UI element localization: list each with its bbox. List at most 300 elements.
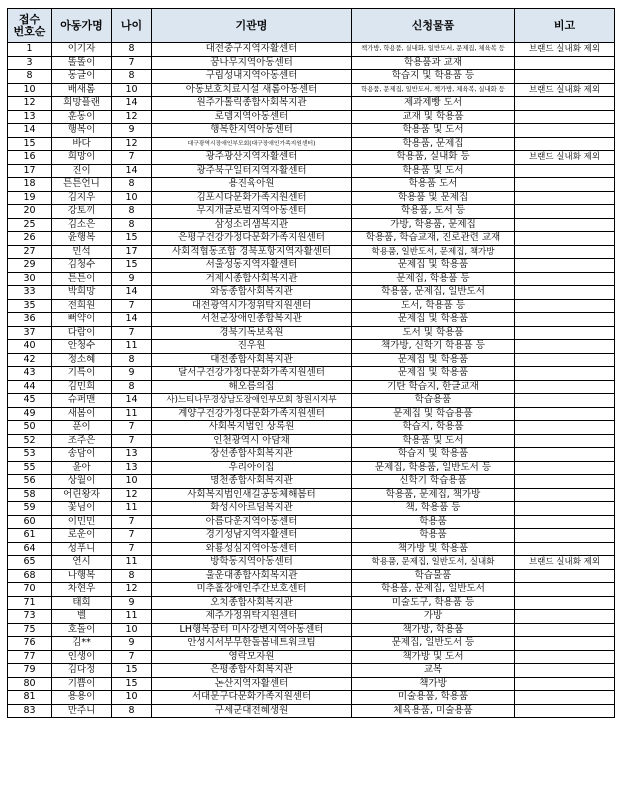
cell-age: 8 — [112, 353, 152, 367]
cell-age: 11 — [112, 610, 152, 624]
cell-age: 10 — [112, 623, 152, 637]
cell-remarks — [515, 623, 615, 637]
cell-receipt-no: 29 — [8, 259, 52, 273]
application-table — [7, 8, 615, 718]
cell-age: 7 — [112, 434, 152, 448]
table-row — [8, 340, 615, 354]
cell-institution: 대전종합사회복지관 — [152, 353, 352, 367]
cell-receipt-no: 52 — [8, 434, 52, 448]
cell-age: 10 — [112, 191, 152, 205]
cell-remarks — [515, 583, 615, 597]
cell-child-alias: 기쁨이 — [52, 677, 112, 691]
cell-remarks — [515, 232, 615, 246]
table-row — [8, 421, 615, 435]
cell-institution: LH행복꿈터 미사강변지역아동센터 — [152, 623, 352, 637]
cell-age: 9 — [112, 596, 152, 610]
cell-age: 8 — [112, 205, 152, 219]
cell-requested-items: 기탄 학습지, 한글교재 — [352, 380, 515, 394]
cell-remarks — [515, 704, 615, 718]
cell-receipt-no: 56 — [8, 475, 52, 489]
cell-child-alias: 이기자 — [52, 43, 112, 57]
cell-age: 8 — [112, 70, 152, 84]
cell-requested-items: 교재 및 학용품 — [352, 110, 515, 124]
header-receipt-no: 접수 번호순 — [8, 9, 52, 43]
cell-child-alias: 조주은 — [52, 434, 112, 448]
cell-remarks — [515, 677, 615, 691]
cell-age: 10 — [112, 691, 152, 705]
cell-receipt-no: 76 — [8, 637, 52, 651]
cell-age: 8 — [112, 569, 152, 583]
cell-requested-items: 책, 학용품 등 — [352, 502, 515, 516]
table-row — [8, 475, 615, 489]
cell-child-alias: 박희망 — [52, 286, 112, 300]
table-row — [8, 650, 615, 664]
table-row — [8, 164, 615, 178]
cell-child-alias: 윤아 — [52, 461, 112, 475]
application-table-wrapper — [7, 8, 614, 718]
table-row — [8, 191, 615, 205]
cell-child-alias: 안청수 — [52, 340, 112, 354]
cell-receipt-no: 45 — [8, 394, 52, 408]
cell-receipt-no: 43 — [8, 367, 52, 381]
cell-remarks — [515, 394, 615, 408]
cell-age: 7 — [112, 56, 152, 70]
cell-age: 7 — [112, 326, 152, 340]
cell-requested-items: 학용품, 문제집, 일반도서, 실내화 — [352, 556, 515, 570]
cell-receipt-no: 8 — [8, 70, 52, 84]
cell-receipt-no: 44 — [8, 380, 52, 394]
cell-requested-items: 학용품, 문제집, 일반도서, 책가방, 체육복, 실내화 등 — [352, 83, 515, 97]
cell-age: 8 — [112, 704, 152, 718]
cell-requested-items: 학습용품 — [352, 394, 515, 408]
table-header-row — [8, 9, 615, 43]
cell-receipt-no: 64 — [8, 542, 52, 556]
cell-child-alias: 김청수 — [52, 259, 112, 273]
table-row — [8, 151, 615, 165]
cell-institution: 해오름의집 — [152, 380, 352, 394]
cell-institution: 논산지역자활센터 — [152, 677, 352, 691]
cell-institution: 와동종합사회복지관 — [152, 286, 352, 300]
table-row — [8, 488, 615, 502]
cell-requested-items: 문제집, 일반도서 등 — [352, 637, 515, 651]
cell-child-alias: 벨 — [52, 610, 112, 624]
cell-institution: 명천종합사회복지관 — [152, 475, 352, 489]
cell-child-alias: 강토끼 — [52, 205, 112, 219]
cell-receipt-no: 42 — [8, 353, 52, 367]
cell-receipt-no: 19 — [8, 191, 52, 205]
cell-remarks — [515, 475, 615, 489]
cell-institution: 행복한지역아동센터 — [152, 124, 352, 138]
cell-institution: 울운대종합사회복지관 — [152, 569, 352, 583]
cell-receipt-no: 18 — [8, 178, 52, 192]
cell-age: 14 — [112, 394, 152, 408]
cell-remarks — [515, 421, 615, 435]
cell-receipt-no: 16 — [8, 151, 52, 165]
cell-requested-items: 미술용품, 학용품 — [352, 691, 515, 705]
cell-child-alias: 슈퍼맨 — [52, 394, 112, 408]
cell-age: 7 — [112, 421, 152, 435]
table-row — [8, 637, 615, 651]
cell-institution: 대전중구지역자활센터 — [152, 43, 352, 57]
cell-child-alias: 다람이 — [52, 326, 112, 340]
cell-requested-items: 학용품, 일반도서, 문제집, 책가방 — [352, 245, 515, 259]
table-row — [8, 313, 615, 327]
cell-remarks — [515, 407, 615, 421]
cell-institution: 우리아이집 — [152, 461, 352, 475]
cell-remarks — [515, 110, 615, 124]
table-body — [8, 43, 615, 718]
cell-age: 14 — [112, 313, 152, 327]
cell-child-alias: 꽃님이 — [52, 502, 112, 516]
cell-remarks: 브랜드 실내화 제외 — [515, 151, 615, 165]
cell-remarks — [515, 286, 615, 300]
cell-receipt-no: 59 — [8, 502, 52, 516]
cell-requested-items: 학용품 및 도서 — [352, 434, 515, 448]
cell-child-alias: 튼튼이 — [52, 272, 112, 286]
cell-requested-items: 책가방 및 도서 — [352, 650, 515, 664]
cell-remarks — [515, 569, 615, 583]
cell-remarks — [515, 299, 615, 313]
cell-requested-items: 도서 및 학용품 — [352, 326, 515, 340]
table-row — [8, 596, 615, 610]
cell-requested-items: 가방, 학용품, 문제집 — [352, 218, 515, 232]
cell-institution: 대전광역시가정위탁지원센터 — [152, 299, 352, 313]
cell-receipt-no: 73 — [8, 610, 52, 624]
cell-child-alias: 새봄이 — [52, 407, 112, 421]
cell-age: 8 — [112, 178, 152, 192]
cell-remarks — [515, 380, 615, 394]
cell-remarks — [515, 515, 615, 529]
cell-requested-items: 책가방, 신학기 학용품 등 — [352, 340, 515, 354]
cell-institution: 대구광역시장애인부모회(대구장애인가족지원센터) — [152, 137, 352, 151]
table-row — [8, 380, 615, 394]
table-row — [8, 502, 615, 516]
cell-institution: 장선종합사회복지관 — [152, 448, 352, 462]
cell-institution: 경기성남지역자활센터 — [152, 529, 352, 543]
cell-child-alias: 호돌이 — [52, 623, 112, 637]
cell-child-alias: 성푸니 — [52, 542, 112, 556]
cell-child-alias: 김소은 — [52, 218, 112, 232]
cell-age: 12 — [112, 110, 152, 124]
table-row — [8, 407, 615, 421]
cell-requested-items: 문제집 및 학습용품 — [352, 407, 515, 421]
cell-institution: 사회적협동조합 경북포항지역자활센터 — [152, 245, 352, 259]
cell-child-alias: 상월이 — [52, 475, 112, 489]
cell-child-alias: 동글이 — [52, 70, 112, 84]
cell-age: 17 — [112, 245, 152, 259]
table-row — [8, 353, 615, 367]
cell-receipt-no: 79 — [8, 664, 52, 678]
cell-institution: 광주광산지역자활센터 — [152, 151, 352, 165]
cell-child-alias: 훈동이 — [52, 110, 112, 124]
cell-child-alias: 배새롬 — [52, 83, 112, 97]
cell-receipt-no: 65 — [8, 556, 52, 570]
cell-institution: 영락모자원 — [152, 650, 352, 664]
header-requested-items: 신청물품 — [352, 9, 515, 43]
table-row — [8, 677, 615, 691]
cell-age: 14 — [112, 164, 152, 178]
cell-child-alias: 만주니 — [52, 704, 112, 718]
cell-institution: 광주북구일터지역자활센터 — [152, 164, 352, 178]
cell-requested-items: 가방 — [352, 610, 515, 624]
cell-age: 7 — [112, 542, 152, 556]
cell-remarks — [515, 137, 615, 151]
table-row — [8, 515, 615, 529]
cell-child-alias: 푼이 — [52, 421, 112, 435]
cell-child-alias: 윤행복 — [52, 232, 112, 246]
header-institution: 기관명 — [152, 9, 352, 43]
cell-age: 9 — [112, 367, 152, 381]
cell-requested-items: 제과제빵 도서 — [352, 97, 515, 111]
cell-child-alias: 진이 — [52, 164, 112, 178]
cell-child-alias: 이민민 — [52, 515, 112, 529]
cell-requested-items: 학습지 및 학용품 등 — [352, 70, 515, 84]
table-row — [8, 272, 615, 286]
cell-receipt-no: 15 — [8, 137, 52, 151]
cell-receipt-no: 13 — [8, 110, 52, 124]
table-row — [8, 394, 615, 408]
table-row — [8, 664, 615, 678]
cell-receipt-no: 10 — [8, 83, 52, 97]
cell-institution: 거제시종합사회복지관 — [152, 272, 352, 286]
cell-age: 13 — [112, 461, 152, 475]
cell-requested-items: 학용품 및 문제집 — [352, 191, 515, 205]
cell-requested-items: 학습지 및 학용품 — [352, 448, 515, 462]
cell-child-alias: 똘똘이 — [52, 56, 112, 70]
cell-institution: 서대문구다문화가족지원센터 — [152, 691, 352, 705]
table-row — [8, 218, 615, 232]
cell-age: 9 — [112, 637, 152, 651]
cell-institution: 원주가톨릭종합사회복지관 — [152, 97, 352, 111]
table-row — [8, 178, 615, 192]
cell-child-alias: 행복이 — [52, 124, 112, 138]
cell-child-alias: 튼튼언니 — [52, 178, 112, 192]
cell-child-alias: 정소혜 — [52, 353, 112, 367]
cell-child-alias: 전희원 — [52, 299, 112, 313]
table-row — [8, 259, 615, 273]
table-row — [8, 623, 615, 637]
cell-age: 12 — [112, 488, 152, 502]
cell-requested-items: 학용품, 문제집, 일반도서 — [352, 583, 515, 597]
cell-requested-items: 체육용품, 미술용품 — [352, 704, 515, 718]
cell-receipt-no: 77 — [8, 650, 52, 664]
table-row — [8, 56, 615, 70]
cell-child-alias: 기특이 — [52, 367, 112, 381]
cell-remarks — [515, 488, 615, 502]
table-row — [8, 110, 615, 124]
table-row — [8, 542, 615, 556]
table-row — [8, 70, 615, 84]
cell-child-alias: 용용이 — [52, 691, 112, 705]
cell-remarks — [515, 367, 615, 381]
cell-child-alias: 송담이 — [52, 448, 112, 462]
cell-age: 12 — [112, 583, 152, 597]
cell-requested-items: 책가방 및 학용품 — [352, 542, 515, 556]
cell-age: 14 — [112, 286, 152, 300]
cell-age: 10 — [112, 475, 152, 489]
cell-age: 9 — [112, 272, 152, 286]
cell-institution: 제주가정위탁지원센터 — [152, 610, 352, 624]
table-row — [8, 367, 615, 381]
cell-age: 15 — [112, 664, 152, 678]
cell-receipt-no: 49 — [8, 407, 52, 421]
cell-receipt-no: 70 — [8, 583, 52, 597]
cell-age: 7 — [112, 299, 152, 313]
cell-age: 8 — [112, 218, 152, 232]
cell-child-alias: 로운이 — [52, 529, 112, 543]
cell-receipt-no: 61 — [8, 529, 52, 543]
cell-requested-items: 학용품 및 도서 — [352, 164, 515, 178]
cell-requested-items: 문제집, 학용품 등 — [352, 272, 515, 286]
cell-receipt-no: 58 — [8, 488, 52, 502]
cell-receipt-no: 37 — [8, 326, 52, 340]
cell-remarks: 브랜드 실내화 제외 — [515, 83, 615, 97]
cell-requested-items: 학용품과 교재 — [352, 56, 515, 70]
cell-remarks — [515, 178, 615, 192]
table-row — [8, 205, 615, 219]
cell-requested-items: 학용품 — [352, 515, 515, 529]
cell-institution: 로뎀지역아동센터 — [152, 110, 352, 124]
cell-receipt-no: 3 — [8, 56, 52, 70]
cell-age: 11 — [112, 556, 152, 570]
cell-requested-items: 학습지, 학용품 — [352, 421, 515, 435]
cell-institution: 방학동지역아동센터 — [152, 556, 352, 570]
cell-age: 14 — [112, 97, 152, 111]
table-row — [8, 43, 615, 57]
cell-receipt-no: 33 — [8, 286, 52, 300]
cell-receipt-no: 1 — [8, 43, 52, 57]
cell-remarks: 브랜드 실내화 제외 — [515, 556, 615, 570]
cell-requested-items: 도서, 학용품 등 — [352, 299, 515, 313]
cell-remarks — [515, 502, 615, 516]
cell-receipt-no: 20 — [8, 205, 52, 219]
table-row — [8, 529, 615, 543]
cell-institution: 아름다운지역아동센터 — [152, 515, 352, 529]
cell-institution: 사회복지법인 상록원 — [152, 421, 352, 435]
cell-remarks — [515, 353, 615, 367]
header-age: 나이 — [112, 9, 152, 43]
cell-requested-items: 학용품 및 도서 — [352, 124, 515, 138]
table-row — [8, 556, 615, 570]
cell-receipt-no: 55 — [8, 461, 52, 475]
cell-age: 12 — [112, 137, 152, 151]
cell-requested-items: 책가방, 학용품 — [352, 623, 515, 637]
cell-institution: 서울성동지역자활센터 — [152, 259, 352, 273]
table-row — [8, 286, 615, 300]
table-row — [8, 461, 615, 475]
cell-age: 7 — [112, 529, 152, 543]
cell-institution: 서천군장애인종합복지관 — [152, 313, 352, 327]
cell-institution: 안성시서부무한돌봄네트워크팀 — [152, 637, 352, 651]
cell-remarks — [515, 164, 615, 178]
cell-age: 15 — [112, 232, 152, 246]
cell-remarks — [515, 434, 615, 448]
cell-age: 15 — [112, 677, 152, 691]
header-child-alias: 아동가명 — [52, 9, 112, 43]
cell-institution: 은평종합사회복지관 — [152, 664, 352, 678]
cell-institution: 화성시아르딤복지관 — [152, 502, 352, 516]
cell-institution: 경북기독보육원 — [152, 326, 352, 340]
cell-remarks — [515, 461, 615, 475]
cell-receipt-no: 80 — [8, 677, 52, 691]
cell-remarks — [515, 245, 615, 259]
cell-age: 11 — [112, 340, 152, 354]
cell-institution: 구세군대전혜생원 — [152, 704, 352, 718]
table-row — [8, 137, 615, 151]
cell-institution: 무지개글로벌지역아동센터 — [152, 205, 352, 219]
table-row — [8, 434, 615, 448]
cell-child-alias: 태희 — [52, 596, 112, 610]
cell-institution: 사회복지법인새길공동체해봄터 — [152, 488, 352, 502]
cell-receipt-no: 35 — [8, 299, 52, 313]
cell-requested-items: 학습물품 — [352, 569, 515, 583]
cell-institution: 꿈나무지역아동센터 — [152, 56, 352, 70]
table-row — [8, 569, 615, 583]
cell-remarks — [515, 259, 615, 273]
cell-requested-items: 문제집 및 학용품 — [352, 353, 515, 367]
header-remarks: 비고 — [515, 9, 615, 43]
cell-requested-items: 학용품 — [352, 529, 515, 543]
cell-receipt-no: 40 — [8, 340, 52, 354]
cell-remarks — [515, 191, 615, 205]
cell-remarks — [515, 56, 615, 70]
cell-remarks — [515, 97, 615, 111]
table-row — [8, 610, 615, 624]
cell-remarks — [515, 637, 615, 651]
cell-receipt-no: 27 — [8, 245, 52, 259]
cell-institution: 용진육아원 — [152, 178, 352, 192]
table-row — [8, 326, 615, 340]
cell-requested-items: 미술도구, 학용품 등 — [352, 596, 515, 610]
cell-requested-items: 책가방 — [352, 677, 515, 691]
cell-institution: 달서구건강가정다문화가족지원센터 — [152, 367, 352, 381]
cell-institution: 계양구건강가정다문화가족지원센터 — [152, 407, 352, 421]
cell-requested-items: 학용품, 학습교재, 진로관련 교재 — [352, 232, 515, 246]
cell-remarks — [515, 313, 615, 327]
table-row — [8, 232, 615, 246]
cell-child-alias: 차현우 — [52, 583, 112, 597]
cell-requested-items: 학용품, 실내화 등 — [352, 151, 515, 165]
cell-child-alias: 김** — [52, 637, 112, 651]
cell-remarks: 브랜드 실내화 제외 — [515, 43, 615, 57]
cell-child-alias: 연시 — [52, 556, 112, 570]
cell-child-alias: 어린왕자 — [52, 488, 112, 502]
cell-institution: 미추홀장애인주간보호센터 — [152, 583, 352, 597]
cell-child-alias: 김지우 — [52, 191, 112, 205]
cell-remarks — [515, 596, 615, 610]
cell-child-alias: 민석 — [52, 245, 112, 259]
cell-requested-items: 학용품, 문제집, 책가방 — [352, 488, 515, 502]
table-row — [8, 245, 615, 259]
cell-age: 7 — [112, 515, 152, 529]
cell-institution: 진우원 — [152, 340, 352, 354]
cell-institution: 인천광역시 아담채 — [152, 434, 352, 448]
cell-institution: 구립성내지역아동센터 — [152, 70, 352, 84]
cell-receipt-no: 17 — [8, 164, 52, 178]
cell-requested-items: 책가방, 학용품, 실내화, 일반도서, 문제집, 체육복 등 — [352, 43, 515, 57]
cell-receipt-no: 68 — [8, 569, 52, 583]
cell-receipt-no: 75 — [8, 623, 52, 637]
cell-child-alias: 희망이 — [52, 151, 112, 165]
cell-receipt-no: 12 — [8, 97, 52, 111]
cell-child-alias: 인생이 — [52, 650, 112, 664]
cell-institution: 사)느티나무경상남도장애인부모회 창원시지부 — [152, 394, 352, 408]
cell-age: 15 — [112, 259, 152, 273]
table-row — [8, 97, 615, 111]
cell-requested-items: 학용품, 문제집, 일반도서 — [352, 286, 515, 300]
cell-receipt-no: 71 — [8, 596, 52, 610]
cell-receipt-no: 36 — [8, 313, 52, 327]
